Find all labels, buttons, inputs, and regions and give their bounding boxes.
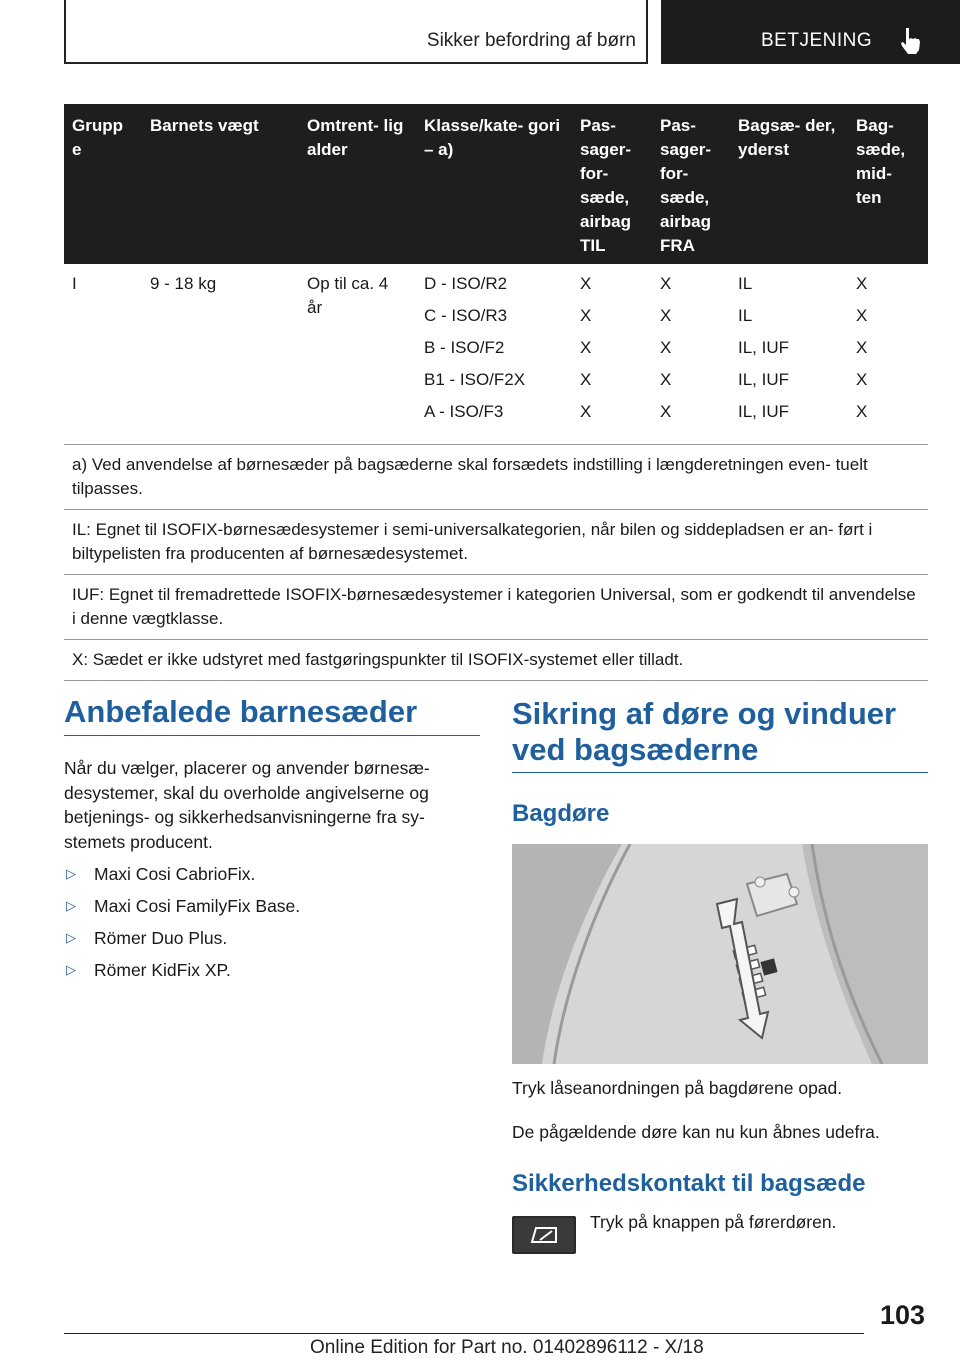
isofix-table xyxy=(64,104,928,681)
chapter-tab-label: BETJENING xyxy=(761,30,873,51)
header-age: Omtrent- lig alder xyxy=(299,104,416,264)
value-item: X xyxy=(660,370,672,389)
window-lock-button-icon xyxy=(512,1216,576,1254)
value-item: X xyxy=(856,338,868,357)
cell-classes xyxy=(416,264,572,444)
cell-weight: 9 - 18 kg xyxy=(142,264,299,444)
table-note-row xyxy=(64,639,928,680)
value-item: IL, IUF xyxy=(738,370,790,389)
value-item: X xyxy=(660,402,672,421)
class-item: B1 - ISO/F2X xyxy=(424,370,526,389)
value-item: IL xyxy=(738,306,753,325)
cell-airbag-on xyxy=(572,264,652,444)
value-item: X xyxy=(580,338,592,357)
table-note-row xyxy=(64,444,928,509)
value-item: X xyxy=(580,402,592,421)
cell-rear-middle xyxy=(848,264,928,444)
value-item: X xyxy=(580,370,592,389)
heading-rule xyxy=(64,735,480,736)
list-item: ▷ Römer Duo Plus. xyxy=(66,928,228,948)
table-note: IUF: Egnet til fremadrettede ISOFIX-børnesædesystemer i kategorien Universal, som er godkendt til anvendelse i denne vægtklasse. xyxy=(64,574,928,639)
button-instruction: Tryk på knappen på førerdøren. xyxy=(590,1212,837,1232)
value-item: X xyxy=(856,306,868,325)
header-section-box xyxy=(64,0,648,64)
value-item: X xyxy=(856,402,868,421)
value-item: X xyxy=(856,274,868,293)
edition-note: Online Edition for Part no. 01402896112 - X/18 xyxy=(310,1337,704,1358)
value-item: IL, IUF xyxy=(738,338,790,357)
hand-pointer-icon xyxy=(897,26,923,56)
header-airbag-off: Pas- sager- for- sæde, airbag FRA xyxy=(652,104,730,264)
value-item: X xyxy=(580,274,592,293)
child-seat-list xyxy=(64,862,474,990)
header-weight: Barnets vægt xyxy=(142,104,299,264)
table-header-row xyxy=(64,104,928,264)
list-item: ▷ Maxi Cosi CabrioFix. xyxy=(66,864,256,884)
class-item: A - ISO/F3 xyxy=(424,402,504,421)
cell-airbag-off xyxy=(652,264,730,444)
cell-age: Op til ca. 4 år xyxy=(299,264,416,444)
subheading-rear-doors: Bagdøre xyxy=(512,800,610,827)
table-note-row xyxy=(64,574,928,639)
subheading-safety-switch: Sikkerhedskontakt til bagsæde xyxy=(512,1170,866,1197)
chapter-tab[interactable] xyxy=(661,0,960,64)
table-row xyxy=(64,264,928,444)
value-item: X xyxy=(856,370,868,389)
table-note: X: Sædet er ikke udstyret med fastgøringspunkter til ISOFIX-systemet eller tilladt. xyxy=(64,639,928,680)
header-airbag-on: Pas- sager- for- sæde, airbag TIL xyxy=(572,104,652,264)
class-item: C - ISO/R3 xyxy=(424,306,508,325)
cell-group: I xyxy=(64,264,142,444)
value-item: X xyxy=(660,306,672,325)
table-note-row xyxy=(64,509,928,574)
intro-paragraph: Når du vælger, placerer og anvender børnesæ- desystemer, skal du overholde angivelserne og betjenings- og sikkerhedsanvisningerne fra sy- stemets producent. xyxy=(64,758,430,852)
footer-rule xyxy=(64,1333,864,1334)
value-item: X xyxy=(660,274,672,293)
list-item: ▷ Maxi Cosi FamilyFix Base. xyxy=(66,896,301,916)
value-item: IL, IUF xyxy=(738,402,790,421)
value-item: X xyxy=(580,306,592,325)
rear-door-lock-illustration xyxy=(512,844,928,1064)
caption-press-lock: Tryk låseanordningen på bagdørene opad. xyxy=(512,1078,843,1098)
triangle-bullet-icon: ▷ xyxy=(66,866,76,881)
list-item: ▷ Römer KidFix XP. xyxy=(66,960,231,980)
page-number: 103 xyxy=(880,1300,926,1330)
triangle-bullet-icon: ▷ xyxy=(66,962,76,977)
triangle-bullet-icon: ▷ xyxy=(66,898,76,913)
cell-rear-outer xyxy=(730,264,848,444)
table-note: a) Ved anvendelse af børnesæder på bagsæderne skal forsædets indstilling i længderetningen even- tuelt tilpasses. xyxy=(64,444,928,509)
section-title: Sikker befordring af børn xyxy=(426,30,636,51)
header-rear-outer: Bagsæ- der, yderst xyxy=(730,104,848,264)
class-item: B - ISO/F2 xyxy=(424,338,505,357)
header-class: Klasse/kate- gori – a) xyxy=(416,104,572,264)
table-note: IL: Egnet til ISOFIX-børnesædesystemer i semi-universalkategorien, når bilen og siddepladsen er an- ført i biltypelisten fra producenten af børnesædesystemet. xyxy=(64,509,928,574)
section-heading-door-lock: Sikring af døre og vinduer ved bagsæderne xyxy=(512,696,897,767)
heading-rule xyxy=(512,772,928,773)
header-group: Grupp e xyxy=(64,104,142,264)
value-item: X xyxy=(660,338,672,357)
class-item: D - ISO/R2 xyxy=(424,274,508,293)
section-heading-child-seats: Anbefalede barnesæder xyxy=(64,694,418,729)
value-item: IL xyxy=(738,274,753,293)
header-rear-middle: Bag- sæde, mid- ten xyxy=(848,104,928,264)
triangle-bullet-icon: ▷ xyxy=(66,930,76,945)
caption-doors-outside: De pågældende døre kan nu kun åbnes udefra. xyxy=(512,1122,880,1142)
